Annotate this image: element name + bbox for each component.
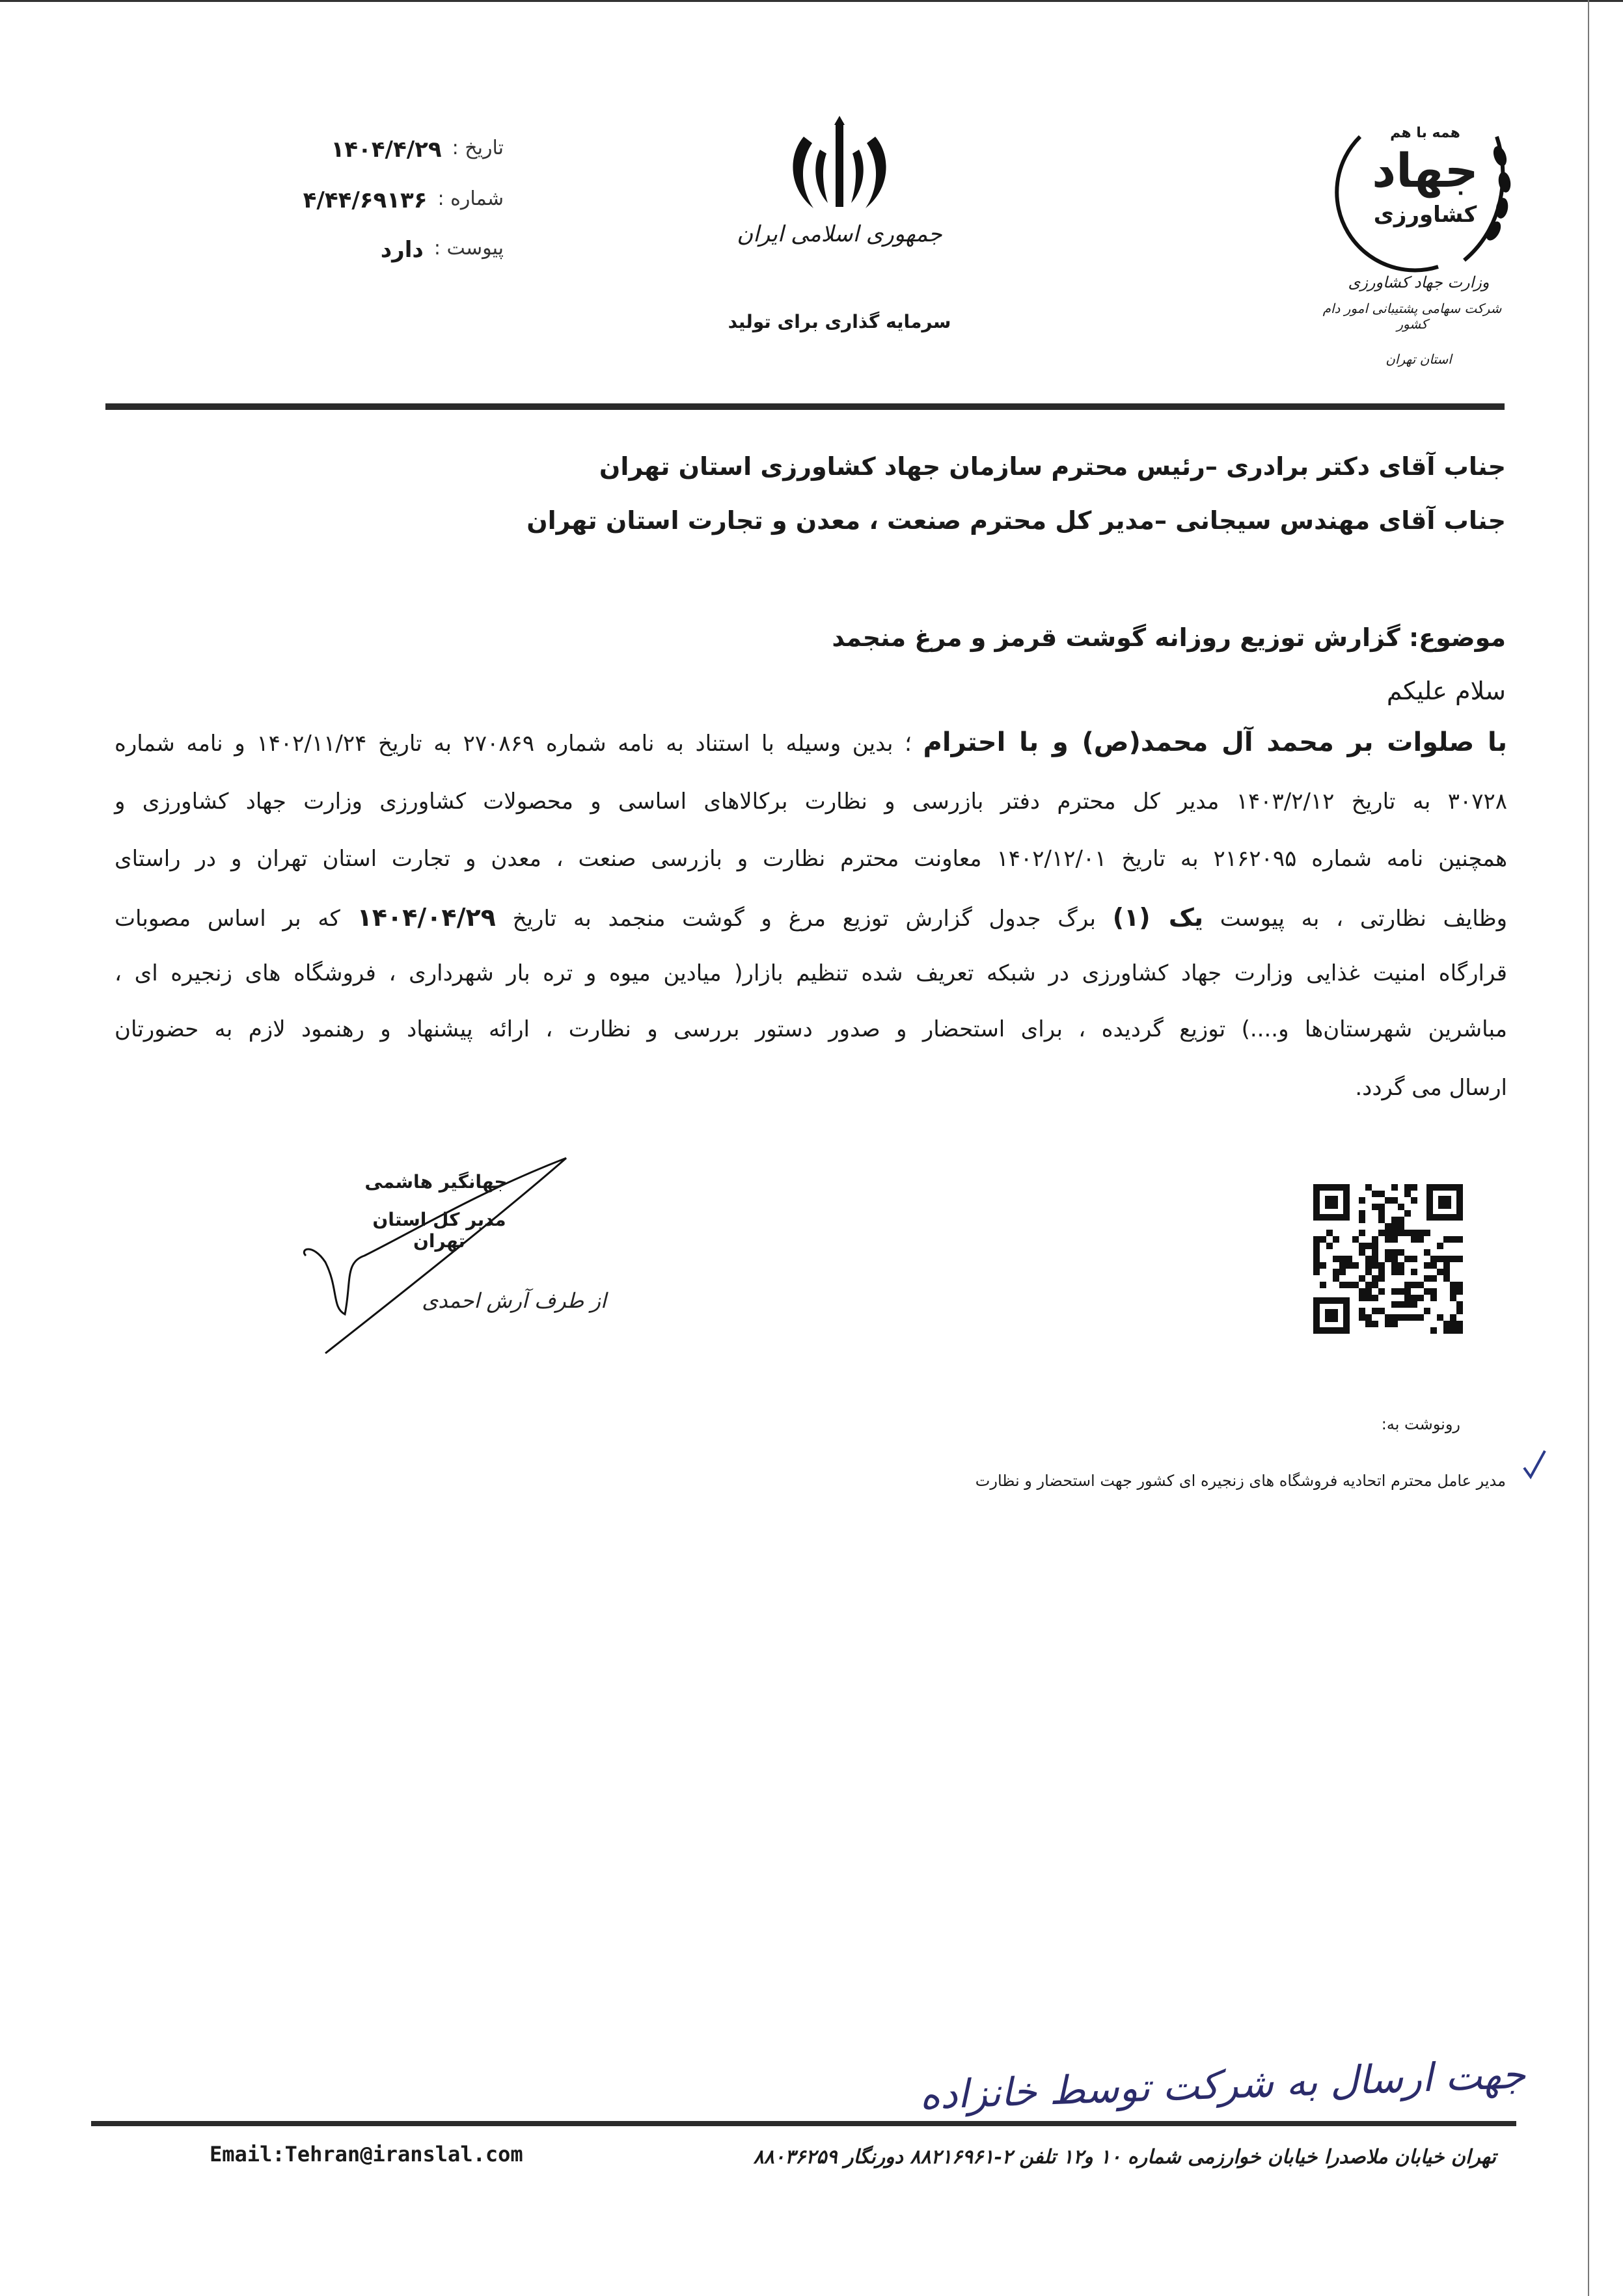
qr-pattern [1313,1184,1463,1334]
footer-email: Email:Tehran@iranslal.com [210,2142,523,2167]
qr-code [1313,1184,1463,1334]
body-line-5: قرارگاه امنیت غذایی وزارت جهاد کشاورزی در شبکه تعریف شده تنظیم بازار( میادین میوه و تره بار شهرداری ، فروشگاه های زنجیره ای ، [115,960,1507,986]
subject: موضوع: گزارش توزیع روزانه گوشت قرمز و مرغ منجمد [832,623,1506,652]
attachment-label: پیوست : [433,237,504,260]
logo-main-text: جهاد [1372,143,1479,198]
body-line-4-a: وظایف نظارتی ، به پیوست [1220,906,1508,932]
attachment-value: دارد [380,237,424,263]
body-line-4-bold1: یک (۱) [1112,903,1203,932]
logo-province: استان تهران [1385,351,1452,367]
number-label: شماره : [437,187,504,210]
cc-label: رونوشت به: [1381,1415,1460,1433]
signature-name: جهانگیر هاشمی [364,1171,508,1193]
greeting: سلام علیکم [1386,677,1506,705]
scan-top-edge [0,0,1623,2]
logo-ministry: وزارت جهاد کشاورزی [1348,273,1490,291]
addressee-2: جناب آقای مهندس سیجانی –مدیر کل محترم صنعت ، معدن و تجارت استان تهران [526,506,1506,535]
cc-item-1: مدیر عامل محترم اتحادیه فروشگاه های زنجیره ای کشور جهت استحضار و نظارت [975,1472,1506,1490]
handwritten-bottom-note: جهت ارسال به شرکت توسط خانزاده [918,2051,1526,2119]
body-line-1 [115,727,1507,757]
body-line-4-c: که بر اساس مصوبات [115,906,340,932]
scan-right-edge [1588,0,1589,2296]
number-row [256,187,504,213]
body-line-4 [115,903,1507,932]
date-row [256,137,504,163]
body-line-7: ارسال می گردد. [1355,1075,1507,1101]
national-emblem [781,111,898,221]
slogan: سرمایه گذاری برای تولید [728,311,951,332]
logo-company: شرکت سهامی پشتیبانی امور دام کشور [1322,301,1502,332]
footer-divider [91,2121,1516,2126]
emblem-caption: جمهوری اسلامی ایران [737,221,942,247]
addressee-1: جناب آقای دکتر برادری –رئیس محترم سازمان جهاد کشاورزی استان تهران [599,452,1506,481]
date-label: تاریخ : [452,137,504,159]
checkmark-icon [1521,1448,1548,1479]
jahad-logo [1334,98,1529,286]
signature-title: مدیر کل استان تهران [372,1209,506,1252]
footer-address: تهران خیابان ملاصدرا خیابان خوارزمی شماره ۱۰ و۱۲ تلفن ۲-۸۸۲۱۶۹۶۱ دورنگار ۸۸۰۳۶۲۵۹ [753,2146,1496,2168]
logo-sub-text: کشاورزی [1373,202,1477,228]
signature-handwritten-note: از طرف آرش احمدی [422,1288,607,1313]
body-line-2: ۳۰۷۲۸ به تاریخ ۱۴۰۳/۲/۱۲ مدیر کل محترم دفتر بازرسی و نظارت برکالاهای اساسی و محصولات کشاورزی وزارت جهاد کشاورزی و [115,789,1508,815]
header-divider [105,403,1505,410]
body-line-4-b: برگ جدول گزارش توزیع مرغ و گوشت منجمد به تاریخ [512,906,1096,932]
date-value: ۱۴۰۴/۴/۲۹ [331,137,442,163]
body-line-3: همچنین نامه شماره ۲۱۶۲۰۹۵ به تاریخ ۱۴۰۲/۱۲/۰۱ معاونت محترم نظارت و بازرسی صنعت ، معدن و تجارت استان تهران و در راستای [115,846,1508,872]
number-value: ۴/۴۴/۶۹۱۳۶ [303,187,428,213]
body-line-4-bold2: ۱۴۰۴/۰۴/۲۹ [357,903,496,932]
attachment-row [256,237,504,263]
body-line-1-rest: ؛ بدین وسیله با استناد به نامه شماره ۲۷۰۸۶۹ به تاریخ ۱۴۰۲/۱۱/۲۴ و نامه شماره [115,731,912,757]
logo-top-text: همه با هم [1390,125,1460,141]
body-line-1-bold: با صلوات بر محمد آل محمد(ص) و با احترام [923,727,1508,757]
body-line-6: مباشرین شهرستان‌ها و....) توزیع گردیده ، برای استحضار و صدور دستور بررسی و نظارت ، ارائه پیشنهاد و رهنمود لازم به حضورتان [115,1016,1507,1042]
